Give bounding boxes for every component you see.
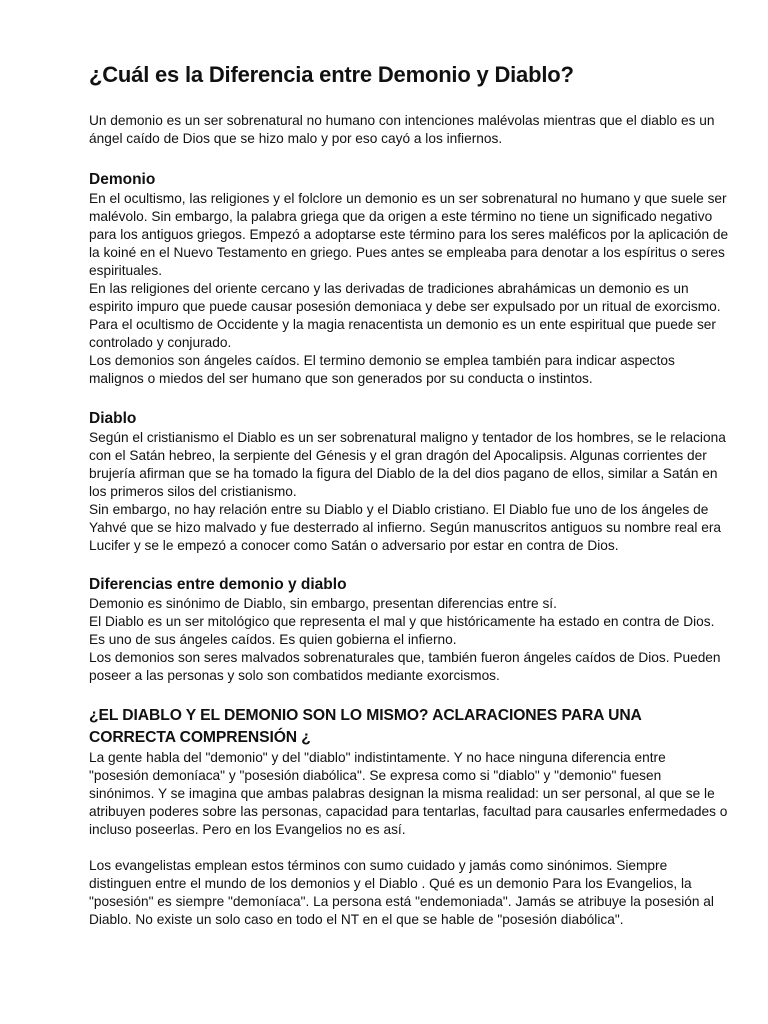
paragraph: Según el cristianismo el Diablo es un ser sobrenatural maligno y tentador de los hombres, se le relaciona con el Satán hebreo, la serpiente del Génesis y el gran dragón del Apocalipsis. Algunas corrientes der brujería afirman que se ha tomado la figura del Diablo de la del dios pagano de ellos, similar a Satán en los primeros silos del cristianismo. — [89, 430, 726, 499]
section-diablo — [89, 409, 729, 555]
paragraph: El Diablo es un ser mitológico que representa el mal y que históricamente ha estado en contra de Dios. Es uno de sus ángeles caídos. Es quien gobierna el infierno. — [89, 614, 715, 647]
paragraph: Demonio es sinónimo de Diablo, sin embargo, presentan diferencias entre sí. — [89, 596, 557, 611]
section-demonio — [89, 170, 729, 388]
paragraph: En las religiones del oriente cercano y las derivadas de tradiciones abrahámicas un demonio es un espirito impuro que puede causar posesión demoniaca y debe ser expulsado por un ritual de exorcismo. Para el ocultismo de Occidente y la magia renacentista un demonio es un ente espiritual que puede ser controlado y conjurado. — [89, 281, 721, 350]
paragraph: Sin embargo, no hay relación entre su Diablo y el Diablo cristiano. El Diablo fue uno de los ángeles de Yahvé que se hizo malvado y fue desterrado al infierno. Según manuscritos antiguos su nombre real era Lucifer y se le empezó a conocer como Satán o adversario por estar en contra de Dios. — [89, 502, 722, 553]
intro-paragraph: Un demonio es un ser sobrenatural no humano con intenciones malévolas mientras que el diablo es un ángel caído de Dios que se hizo malo y por eso cayó a los infiernos. — [89, 113, 715, 146]
section-heading: Demonio — [89, 171, 156, 188]
section-aclaraciones — [89, 705, 729, 929]
section-heading: ¿EL DIABLO Y EL DEMONIO SON LO MISMO? ACLARACIONES PARA UNA CORRECTA COMPRENSIÓN ¿ — [89, 707, 642, 746]
paragraph: En el ocultismo, las religiones y el folclore un demonio es un ser sobrenatural no humano y que suele ser malévolo. Sin embargo, la palabra griega que da origen a este término no tiene un significado negativo para los antiguos griegos. Empezó a adoptarse este término para los seres maléficos por la aplicación de la koiné en el Nuevo Testamento en griego. Pues antes se empleaba para denotar a los espíritus o seres espirituales. — [89, 191, 729, 278]
paragraph: Los demonios son seres malvados sobrenaturales que, también fueron ángeles caídos de Dios. Pueden poseer a las personas y solo son combatidos mediante exorcismos. — [89, 650, 721, 683]
paragraph: La gente habla del "demonio" y del "diablo" indistintamente. Y no hace ninguna diferencia entre "posesión demoníaca" y "posesión diabólica". Se expresa como si "diablo" y "demonio" fuesen sinónimos. Y se imagina que ambas palabras designan la misma realidad: un ser personal, al que se le atribuyen poderes sobre las personas, capacidad para tentarlas, facultad para causarles enfermedades o incluso poseerlas. Pero en los Evangelios no es así. — [89, 750, 728, 837]
document-page — [89, 58, 729, 949]
page-title: ¿Cuál es la Diferencia entre Demonio y Diablo? — [89, 62, 574, 87]
section-heading: Diablo — [89, 410, 137, 427]
section-diferencias — [89, 575, 729, 685]
section-heading: Diferencias entre demonio y diablo — [89, 576, 347, 593]
paragraph: Los evangelistas emplean estos términos con sumo cuidado y jamás como sinónimos. Siempre distinguen entre el mundo de los demonios y el Diablo . Qué es un demonio Para los Evangelios, la "posesión" es siempre "demoníaca". La persona está "endemoniada". Jamás se atribuye la posesión al Diablo. No existe un solo caso en todo el NT en el que se hable de "posesión diabólica". — [89, 858, 714, 927]
paragraph: Los demonios son ángeles caídos. El termino demonio se emplea también para indicar aspectos malignos o miedos del ser humano que son generados por su conducta o instintos. — [89, 353, 675, 386]
